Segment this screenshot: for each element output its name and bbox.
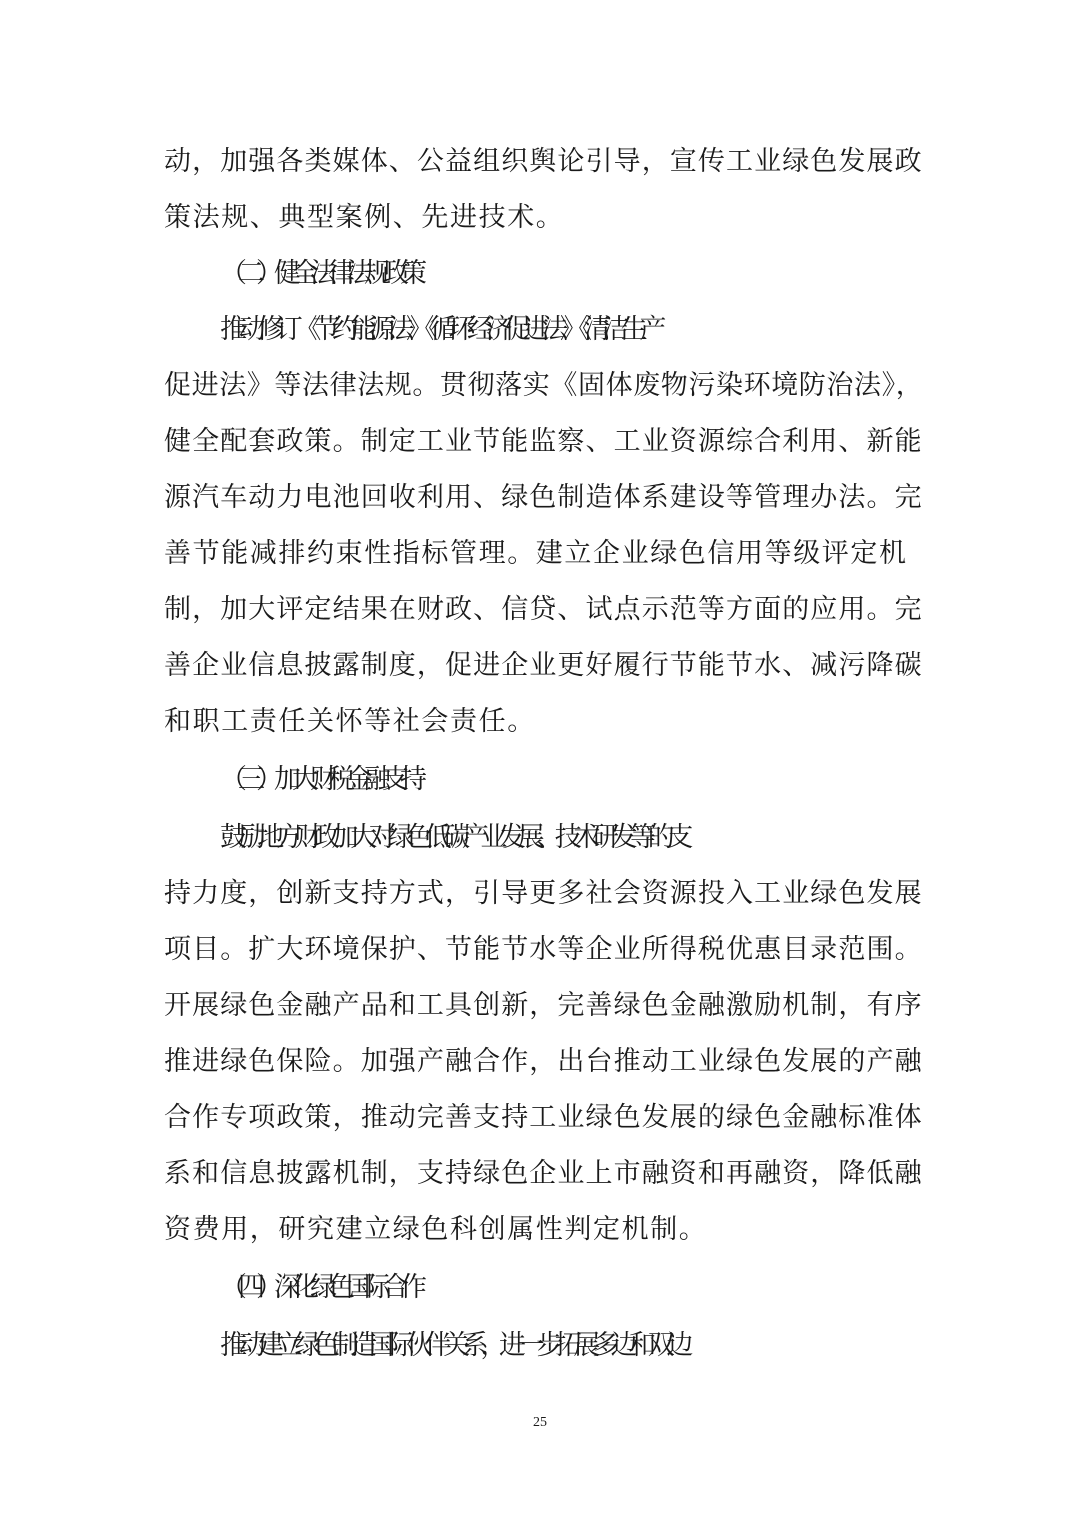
paragraph-line: 资费用，研究建立绿色科创属性判定机制。	[164, 1214, 708, 1245]
paragraph-line: 促进法》等法律法规。贯彻落实《固体废物污染环境防治法》，	[164, 370, 924, 401]
paragraph-line: 源汽车动力电池回收利用、绿色制造体系建设等管理办法。完	[164, 482, 923, 513]
paragraph-line: 系和信息披露机制，支持绿色企业上市融资和再融资，降低融	[164, 1158, 923, 1189]
paragraph-line: 推进绿色保险。加强产融合作，出台推动工业绿色发展的产融	[164, 1046, 923, 1077]
paragraph-line: 推动建立绿色制造国际伙伴关系，进一步拓展多边和双边	[220, 1330, 685, 1361]
section-heading-4: （四）深化绿色国际合作	[220, 1272, 418, 1303]
paragraph-line: 动，加强各类媒体、公益组织舆论引导，宣传工业绿色发展政	[164, 146, 923, 177]
section-heading-2: （二）健全法律法规政策	[220, 258, 418, 289]
paragraph-line: 制，加大评定结果在财政、信贷、试点示范等方面的应用。完	[164, 594, 923, 625]
paragraph-line: 项目。扩大环境保护、节能节水等企业所得税优惠目录范围。	[164, 934, 923, 965]
section-heading-3: （三）加大财税金融支持	[220, 764, 418, 795]
paragraph-line: 和职工责任关怀等社会责任。	[164, 706, 536, 737]
page-number: 25	[533, 1415, 547, 1430]
paragraph-line: 推动修订《节约能源法》《循环经济促进法》《清洁生产	[220, 314, 658, 345]
paragraph-line: 持力度，创新支持方式，引导更多社会资源投入工业绿色发展	[164, 878, 923, 909]
paragraph-line: 鼓励地方财政加大对绿色低碳产业发展、技术研发等的支	[220, 822, 685, 853]
paragraph-line: 开展绿色金融产品和工具创新，完善绿色金融激励机制，有序	[164, 990, 923, 1021]
paragraph-line: 策法规、典型案例、先进技术。	[164, 202, 565, 233]
paragraph-line: 善企业信息披露制度，促进企业更好履行节能节水、减污降碳	[164, 650, 923, 681]
paragraph-line: 合作专项政策，推动完善支持工业绿色发展的绿色金融标准体	[164, 1102, 923, 1133]
paragraph-line: 善节能减排约束性指标管理。建立企业绿色信用等级评定机	[164, 538, 908, 569]
paragraph-line: 健全配套政策。制定工业节能监察、工业资源综合利用、新能	[164, 426, 923, 457]
